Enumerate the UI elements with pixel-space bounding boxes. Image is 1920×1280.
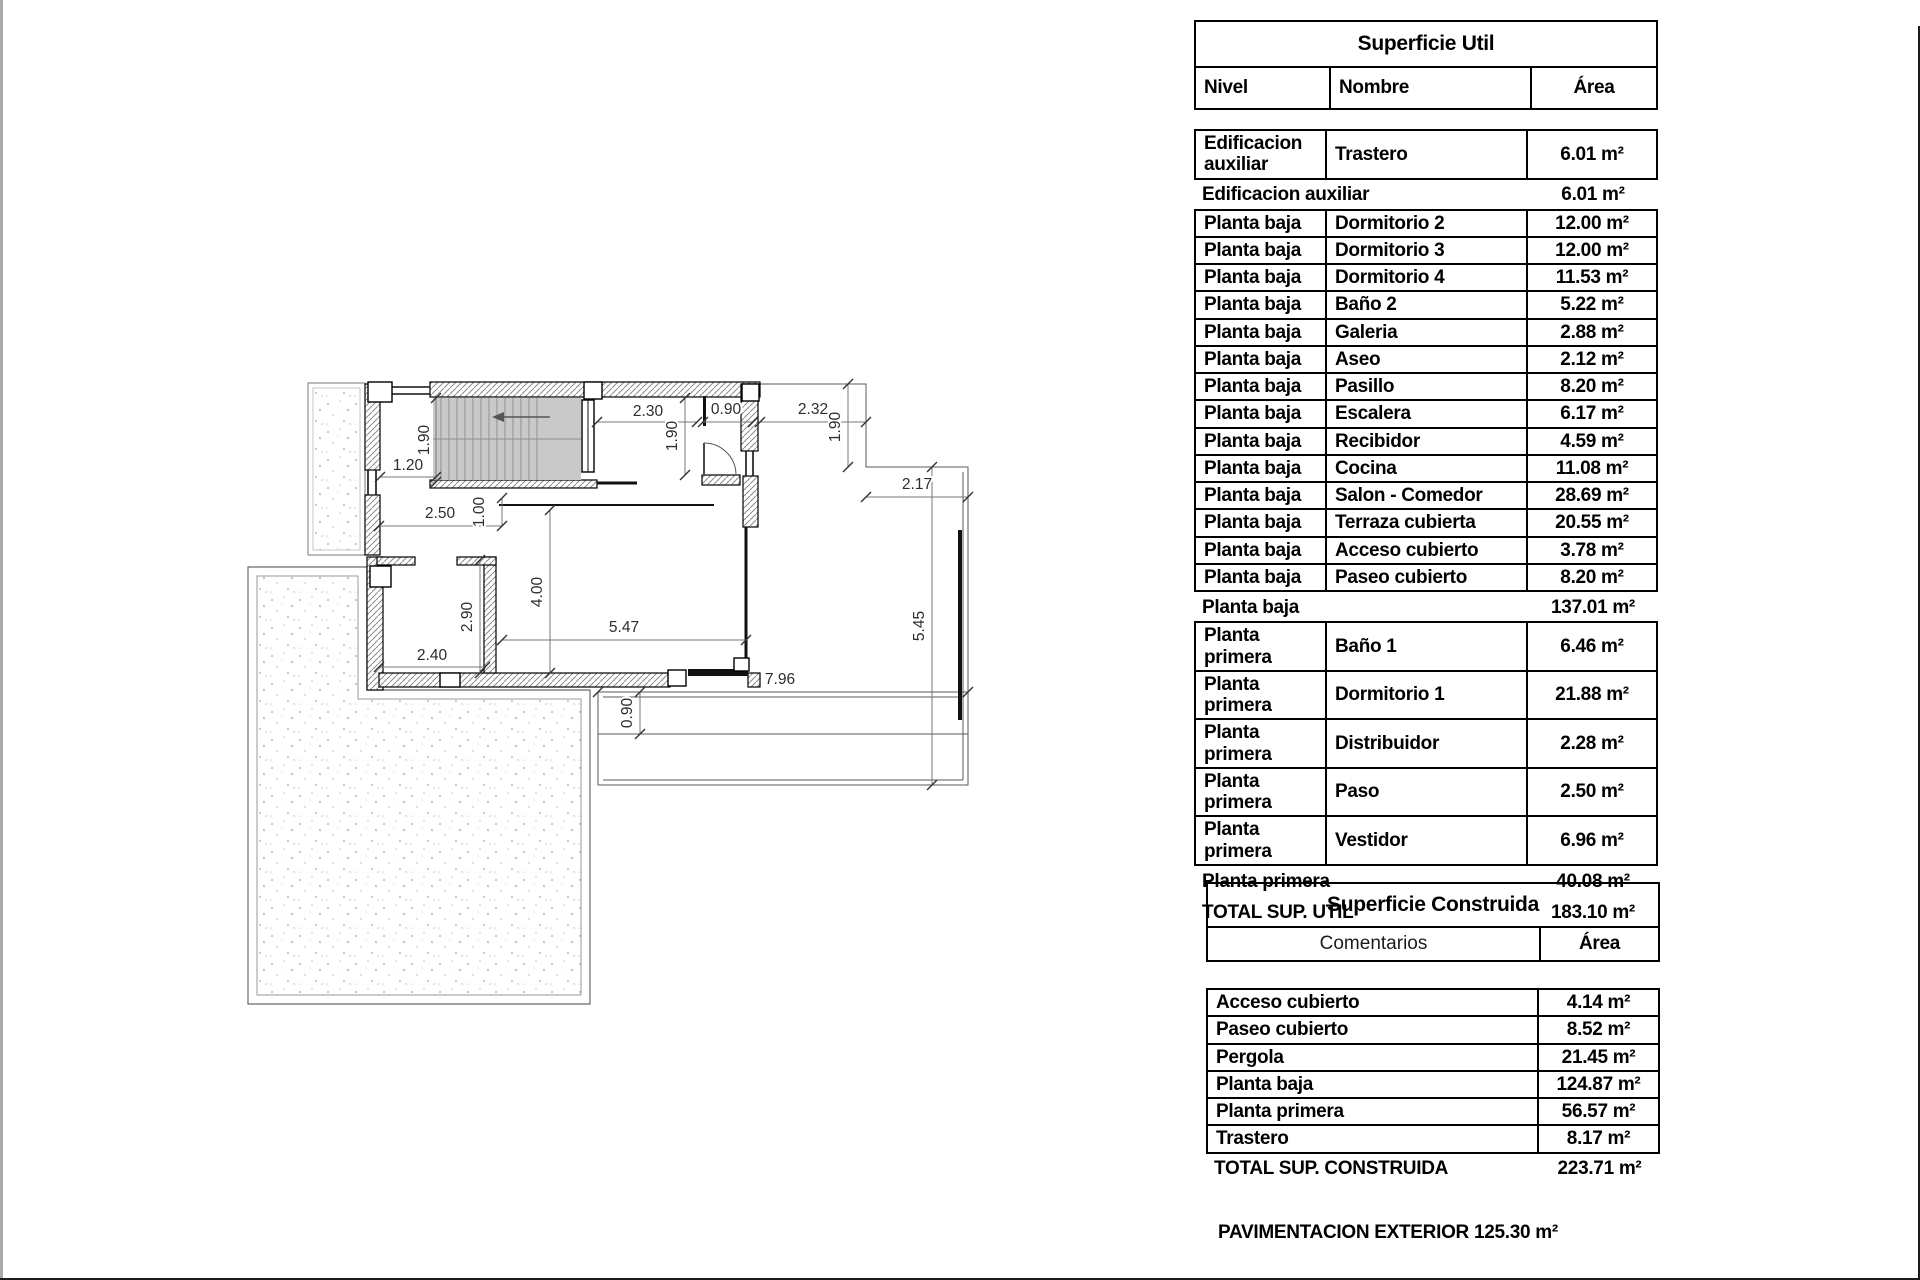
cell-area: 137.01 m²: [1551, 597, 1635, 619]
cell-nombre: Distribuidor: [1327, 718, 1528, 769]
table-row: [1194, 563, 1658, 592]
cell-nivel: TOTAL SUP. UTIL: [1202, 901, 1354, 923]
cell-comentarios: Planta baja: [1206, 1070, 1539, 1099]
entrance-door: [704, 443, 736, 475]
cell-nivel: Planta baja: [1194, 508, 1327, 537]
table-row: [1206, 1124, 1660, 1153]
cell-area: 12.00 m²: [1528, 209, 1658, 238]
table-row: [1194, 767, 1658, 818]
cell-area: 20.55 m²: [1528, 508, 1658, 537]
dimension-label: 0.90: [710, 401, 742, 418]
table-row: [1194, 815, 1658, 866]
cell-area: 28.69 m²: [1528, 481, 1658, 510]
cell-comentarios: Pergola: [1206, 1043, 1539, 1072]
terrace-glazing: [958, 530, 962, 720]
cell-nivel: Planta baja: [1194, 372, 1327, 401]
cell-nombre: Dormitorio 4: [1327, 263, 1528, 292]
cell-nombre: Escalera: [1327, 399, 1528, 428]
floor-plan: [240, 370, 1020, 1030]
cell-area: 124.87 m²: [1539, 1070, 1660, 1099]
cell-nivel: Planta baja: [1194, 454, 1327, 483]
superficie-util-title: Superficie Util: [1196, 22, 1656, 68]
patio-garden: [248, 567, 590, 1004]
table-row: [1206, 1070, 1660, 1099]
cell-nombre: Aseo: [1327, 345, 1528, 374]
cell-nombre: Dormitorio 1: [1327, 670, 1528, 721]
table-row: [1206, 988, 1660, 1017]
cell-nombre: Salon - Comedor: [1327, 481, 1528, 510]
cell-nivel: Planta primera: [1194, 718, 1327, 769]
dimension-label: 5.47: [608, 619, 640, 636]
cell-area: 11.08 m²: [1528, 454, 1658, 483]
cell-nivel: Planta primera: [1194, 670, 1327, 721]
dimension-label: 1.00: [471, 496, 488, 528]
table-row: [1194, 180, 1658, 211]
table-row: [1194, 318, 1658, 347]
superficie-util-columns: [1196, 68, 1656, 108]
cell-nombre: Trastero: [1327, 129, 1528, 180]
table-row: [1194, 372, 1658, 401]
cell-area: 4.59 m²: [1528, 427, 1658, 456]
table-row: [1194, 592, 1658, 623]
cell-nivel: Planta baja: [1194, 318, 1327, 347]
cell-nivel: Planta baja: [1194, 427, 1327, 456]
table-row: [1194, 718, 1658, 769]
cell-nivel: Planta baja: [1194, 481, 1327, 510]
cell-comentarios: TOTAL SUP. CONSTRUIDA: [1214, 1158, 1449, 1180]
column-header-area: Área: [1530, 68, 1656, 108]
cell-area: 3.78 m²: [1528, 536, 1658, 565]
cell-nombre: Vestidor: [1327, 815, 1528, 866]
cell-nombre: Baño 2: [1327, 290, 1528, 319]
cell-comentarios: Trastero: [1206, 1124, 1539, 1153]
table-row: [1194, 345, 1658, 374]
dimension-label: 1.90: [664, 420, 681, 452]
cell-area: 2.50 m²: [1528, 767, 1658, 818]
cell-nivel: Planta baja: [1194, 345, 1327, 374]
column-header-comentarios: Comentarios: [1319, 933, 1428, 954]
cell-area: 8.52 m²: [1539, 1015, 1660, 1044]
cell-nivel: Planta baja: [1202, 597, 1300, 619]
cell-area: 2.28 m²: [1528, 718, 1658, 769]
cell-area: 6.01 m²: [1528, 129, 1658, 180]
table-row: [1194, 290, 1658, 319]
stairs: [433, 398, 594, 480]
table-row: [1194, 427, 1658, 456]
cell-nivel: Planta baja: [1194, 209, 1327, 238]
dimension-label: 1.90: [827, 411, 844, 443]
dimension-label: 7.96: [764, 671, 796, 688]
dimension-label: 2.50: [424, 505, 456, 522]
cell-area: 4.14 m²: [1539, 988, 1660, 1017]
page-edge-left: [0, 0, 3, 1280]
dimension-label: 2.17: [901, 476, 933, 493]
dimension-label: 1.20: [392, 457, 424, 474]
column-header-area: Área: [1539, 928, 1658, 960]
table-row: [1194, 454, 1658, 483]
terrace-outline: [598, 384, 968, 785]
cell-nivel: Planta baja: [1194, 536, 1327, 565]
cell-nombre: Baño 1: [1327, 621, 1528, 672]
table-row: [1206, 1097, 1660, 1126]
cell-nombre: Dormitorio 2: [1327, 209, 1528, 238]
cell-nombre: Paseo cubierto: [1327, 563, 1528, 592]
table-row: [1206, 1015, 1660, 1044]
dimension-label: 2.90: [459, 601, 476, 633]
cell-area: 8.20 m²: [1528, 372, 1658, 401]
table-row: [1206, 1043, 1660, 1072]
dimension-label: 0.90: [619, 697, 636, 729]
superficie-util-rows: [1194, 129, 1658, 928]
cell-area: 5.22 m²: [1528, 290, 1658, 319]
cell-nombre: Recibidor: [1327, 427, 1528, 456]
cell-nivel: Edificacion auxiliar: [1202, 184, 1370, 206]
cell-nombre: Terraza cubierta: [1327, 508, 1528, 537]
cell-area: 11.53 m²: [1528, 263, 1658, 292]
cell-nivel: Planta baja: [1194, 399, 1327, 428]
superficie-construida-table: [1206, 882, 1660, 1185]
table-row: [1194, 621, 1658, 672]
cell-nivel: Planta primera: [1202, 870, 1330, 892]
cell-nivel: Planta primera: [1194, 767, 1327, 818]
column-header-nivel: Nivel: [1204, 77, 1248, 98]
gravel-strip: [308, 383, 365, 555]
table-row: [1194, 236, 1658, 265]
cell-nivel: Planta baja: [1194, 236, 1327, 265]
dimension-label: 2.30: [632, 403, 664, 420]
cell-area: 6.96 m²: [1528, 815, 1658, 866]
cell-area: 2.88 m²: [1528, 318, 1658, 347]
cell-nivel: Planta baja: [1194, 290, 1327, 319]
cell-nombre: Cocina: [1327, 454, 1528, 483]
cell-area: 6.17 m²: [1528, 399, 1658, 428]
cell-comentarios: Acceso cubierto: [1206, 988, 1539, 1017]
dimension-label: 4.00: [529, 576, 546, 608]
cell-nivel: Planta primera: [1194, 815, 1327, 866]
cell-area: 223.71 m²: [1557, 1158, 1642, 1180]
table-row: [1194, 129, 1658, 180]
cell-nombre: Acceso cubierto: [1327, 536, 1528, 565]
superficie-construida-header: [1206, 882, 1660, 962]
cell-area: 6.01 m²: [1561, 184, 1625, 206]
superficie-construida-title: Superficie Construida: [1208, 884, 1658, 928]
cell-nivel: Planta baja: [1194, 263, 1327, 292]
table-row: [1194, 508, 1658, 537]
table-row: [1194, 399, 1658, 428]
cell-nivel: Planta baja: [1194, 563, 1327, 592]
cell-area: 8.17 m²: [1539, 1124, 1660, 1153]
cell-nivel: Planta primera: [1194, 621, 1327, 672]
table-row: [1194, 536, 1658, 565]
cell-comentarios: Paseo cubierto: [1206, 1015, 1539, 1044]
column-header-nombre: Nombre: [1329, 68, 1530, 108]
cell-area: 40.08 m²: [1556, 870, 1630, 892]
dimension-label: 1.90: [416, 424, 433, 456]
superficie-construida-columns: [1208, 928, 1658, 960]
cell-area: 12.00 m²: [1528, 236, 1658, 265]
cell-area: 6.46 m²: [1528, 621, 1658, 672]
cell-nombre: Paso: [1327, 767, 1528, 818]
cell-area: 21.45 m²: [1539, 1043, 1660, 1072]
superficie-util-table: [1194, 20, 1658, 928]
dimension-label: 2.40: [416, 647, 448, 664]
table-row: [1206, 1154, 1660, 1185]
table-row: [1194, 670, 1658, 721]
cell-nombre: Galeria: [1327, 318, 1528, 347]
table-row: [1194, 209, 1658, 238]
table-row: [1194, 263, 1658, 292]
cell-area: 183.10 m²: [1551, 901, 1635, 923]
cell-area: 21.88 m²: [1528, 670, 1658, 721]
superficie-construida-rows: [1206, 988, 1660, 1185]
cell-area: 56.57 m²: [1539, 1097, 1660, 1126]
cell-nombre: Dormitorio 3: [1327, 236, 1528, 265]
cell-nombre: Pasillo: [1327, 372, 1528, 401]
pavimentacion-exterior-note: PAVIMENTACION EXTERIOR 125.30 m²: [1218, 1222, 1558, 1243]
cell-comentarios: Planta primera: [1206, 1097, 1539, 1126]
superficie-util-header: [1194, 20, 1658, 110]
cell-area: 8.20 m²: [1528, 563, 1658, 592]
cell-nivel: Edificacion auxiliar: [1194, 129, 1327, 180]
cell-area: 2.12 m²: [1528, 345, 1658, 374]
dimension-label: 5.45: [911, 610, 928, 642]
table-row: [1194, 481, 1658, 510]
dimension-label: 2.32: [797, 401, 829, 418]
